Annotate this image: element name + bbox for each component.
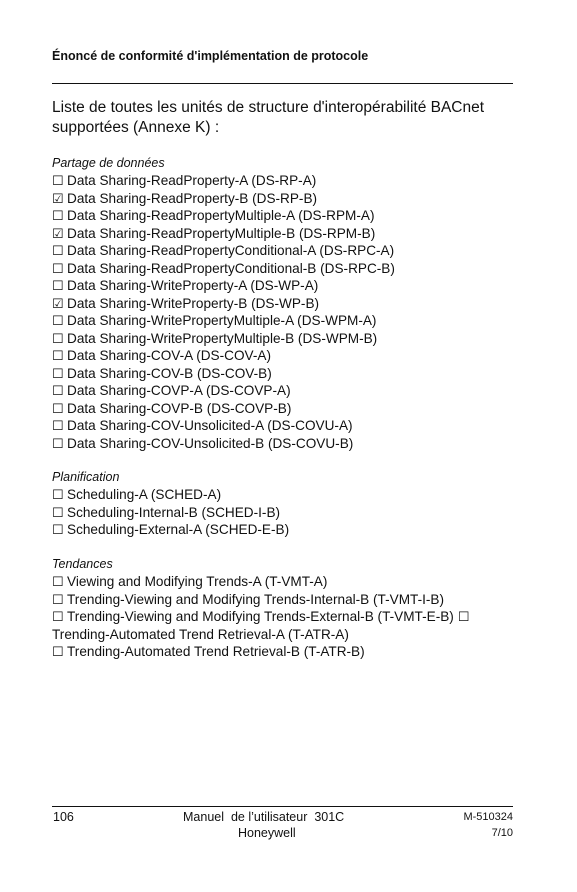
list-item	[52, 417, 522, 435]
unchecked-box-icon: ☐	[52, 487, 64, 502]
unchecked-box-icon: ☐	[52, 418, 64, 433]
item-label: Data Sharing-ReadProperty-B (DS-RP-B)	[67, 190, 318, 206]
checked-box-icon: ☑	[52, 225, 64, 241]
unchecked-box-icon: ☐	[52, 173, 64, 188]
list-item	[52, 400, 522, 418]
item-label: Scheduling-External-A (SCHED-E-B)	[67, 522, 290, 537]
section-heading: Planification	[52, 470, 120, 484]
bibb-list	[52, 486, 522, 539]
checked-box-icon: ☑	[52, 190, 64, 206]
item-label: Data Sharing-COVP-A (DS-COVP-A)	[67, 383, 291, 398]
list-item	[52, 365, 522, 383]
intro-paragraph: Liste de toutes les unités de structure d'interopérabilité BACnet supportées (Annexe K) :	[52, 99, 485, 136]
page-number: 106	[53, 810, 74, 824]
list-item	[52, 312, 522, 330]
item-label: Trending-Viewing and Modifying Trends-Internal-B (T-VMT-I-B)	[67, 591, 444, 607]
unchecked-box-icon: ☐	[52, 435, 64, 451]
item-label: Data Sharing-WriteProperty-A (DS-WP-A)	[67, 278, 319, 293]
list-item	[52, 382, 522, 400]
list-item	[52, 330, 522, 348]
unchecked-box-icon: ☐	[52, 574, 64, 589]
item-label: Data Sharing-WritePropertyMultiple-B (DS-WPM-B)	[67, 330, 378, 346]
item-label: Viewing and Modifying Trends-A (T-VMT-A)	[67, 574, 328, 589]
item-label: Data Sharing-COV-A (DS-COV-A)	[67, 348, 271, 363]
unchecked-box-icon: ☐	[457, 609, 470, 624]
item-label: Data Sharing-ReadPropertyMultiple-A (DS-RPM-A)	[67, 208, 375, 223]
trends-section	[52, 556, 522, 661]
list-item	[52, 643, 522, 661]
footer-divider	[52, 806, 513, 807]
list-item	[52, 486, 522, 504]
section-heading: Tendances	[52, 557, 113, 571]
item-label: Data Sharing-WriteProperty-B (DS-WP-B)	[67, 295, 320, 311]
section-heading: Partage de données	[52, 156, 165, 170]
item-label: Data Sharing-COV-Unsolicited-B (DS-COVU-B)	[67, 435, 354, 451]
manual-title: Manuel de l’utilisateur 301C	[183, 810, 345, 824]
unchecked-box-icon: ☐	[52, 278, 64, 293]
unchecked-box-icon: ☐	[52, 208, 64, 223]
item-label: Trending-Automated Trend Retrieval-B (T-ATR-B)	[67, 644, 365, 659]
list-item	[52, 591, 522, 609]
item-label: Data Sharing-ReadPropertyConditional-B (DS-RPC-B)	[67, 260, 395, 276]
document-date: 7/10	[491, 827, 513, 839]
list-item	[52, 347, 522, 365]
unchecked-box-icon: ☐	[52, 348, 64, 363]
list-item	[52, 608, 522, 626]
item-label: Data Sharing-COV-Unsolicited-A (DS-COVU-A)	[67, 418, 353, 433]
list-item	[52, 242, 522, 260]
list-item	[52, 521, 522, 539]
bibb-list	[52, 573, 522, 661]
unchecked-box-icon: ☐	[52, 644, 64, 659]
item-label: Data Sharing-ReadProperty-A (DS-RP-A)	[67, 173, 317, 188]
item-label: Data Sharing-COVP-B (DS-COVP-B)	[67, 400, 292, 416]
item-label: Scheduling-A (SCHED-A)	[67, 487, 222, 502]
checked-box-icon: ☑	[52, 295, 64, 311]
list-item	[52, 435, 522, 453]
unchecked-box-icon: ☐	[52, 522, 64, 537]
list-item	[52, 260, 522, 278]
list-item	[52, 207, 522, 225]
item-label: Trending-Automated Trend Retrieval-A (T-ATR-A)	[52, 626, 349, 642]
unchecked-box-icon: ☐	[52, 591, 64, 607]
item-label: Data Sharing-WritePropertyMultiple-A (DS-WPM-A)	[67, 313, 377, 328]
unchecked-box-icon: ☐	[52, 504, 64, 520]
list-item	[52, 295, 522, 313]
item-label: Scheduling-Internal-B (SCHED-I-B)	[67, 504, 281, 520]
document-number: M-510324	[463, 811, 513, 823]
unchecked-box-icon: ☐	[52, 383, 64, 398]
unchecked-box-icon: ☐	[52, 313, 64, 328]
unchecked-box-icon: ☐	[52, 260, 64, 276]
header-divider	[52, 83, 513, 84]
unchecked-box-icon: ☐	[52, 365, 64, 381]
item-label: Data Sharing-COV-B (DS-COV-B)	[67, 365, 272, 381]
item-label: Trending-Viewing and Modifying Trends-External-B (T-VMT-E-B)	[67, 609, 454, 624]
item-label: Data Sharing-ReadPropertyMultiple-B (DS-RPM-B)	[67, 225, 376, 241]
unchecked-box-icon: ☐	[52, 330, 64, 346]
data-sharing-section	[52, 155, 522, 452]
list-item	[52, 573, 522, 591]
list-item	[52, 172, 522, 190]
bibb-list	[52, 172, 522, 452]
list-item	[52, 626, 522, 644]
list-item	[52, 504, 522, 522]
list-item	[52, 190, 522, 208]
unchecked-box-icon: ☐	[52, 609, 64, 624]
list-item	[52, 225, 522, 243]
page-header-title: Énoncé de conformité d'implémentation de protocole	[52, 49, 369, 63]
unchecked-box-icon: ☐	[52, 243, 64, 258]
list-item	[52, 277, 522, 295]
unchecked-box-icon: ☐	[52, 400, 64, 416]
item-label: Data Sharing-ReadPropertyConditional-A (DS-RPC-A)	[67, 243, 395, 258]
brand-name: Honeywell	[238, 826, 296, 840]
scheduling-section	[52, 469, 522, 539]
